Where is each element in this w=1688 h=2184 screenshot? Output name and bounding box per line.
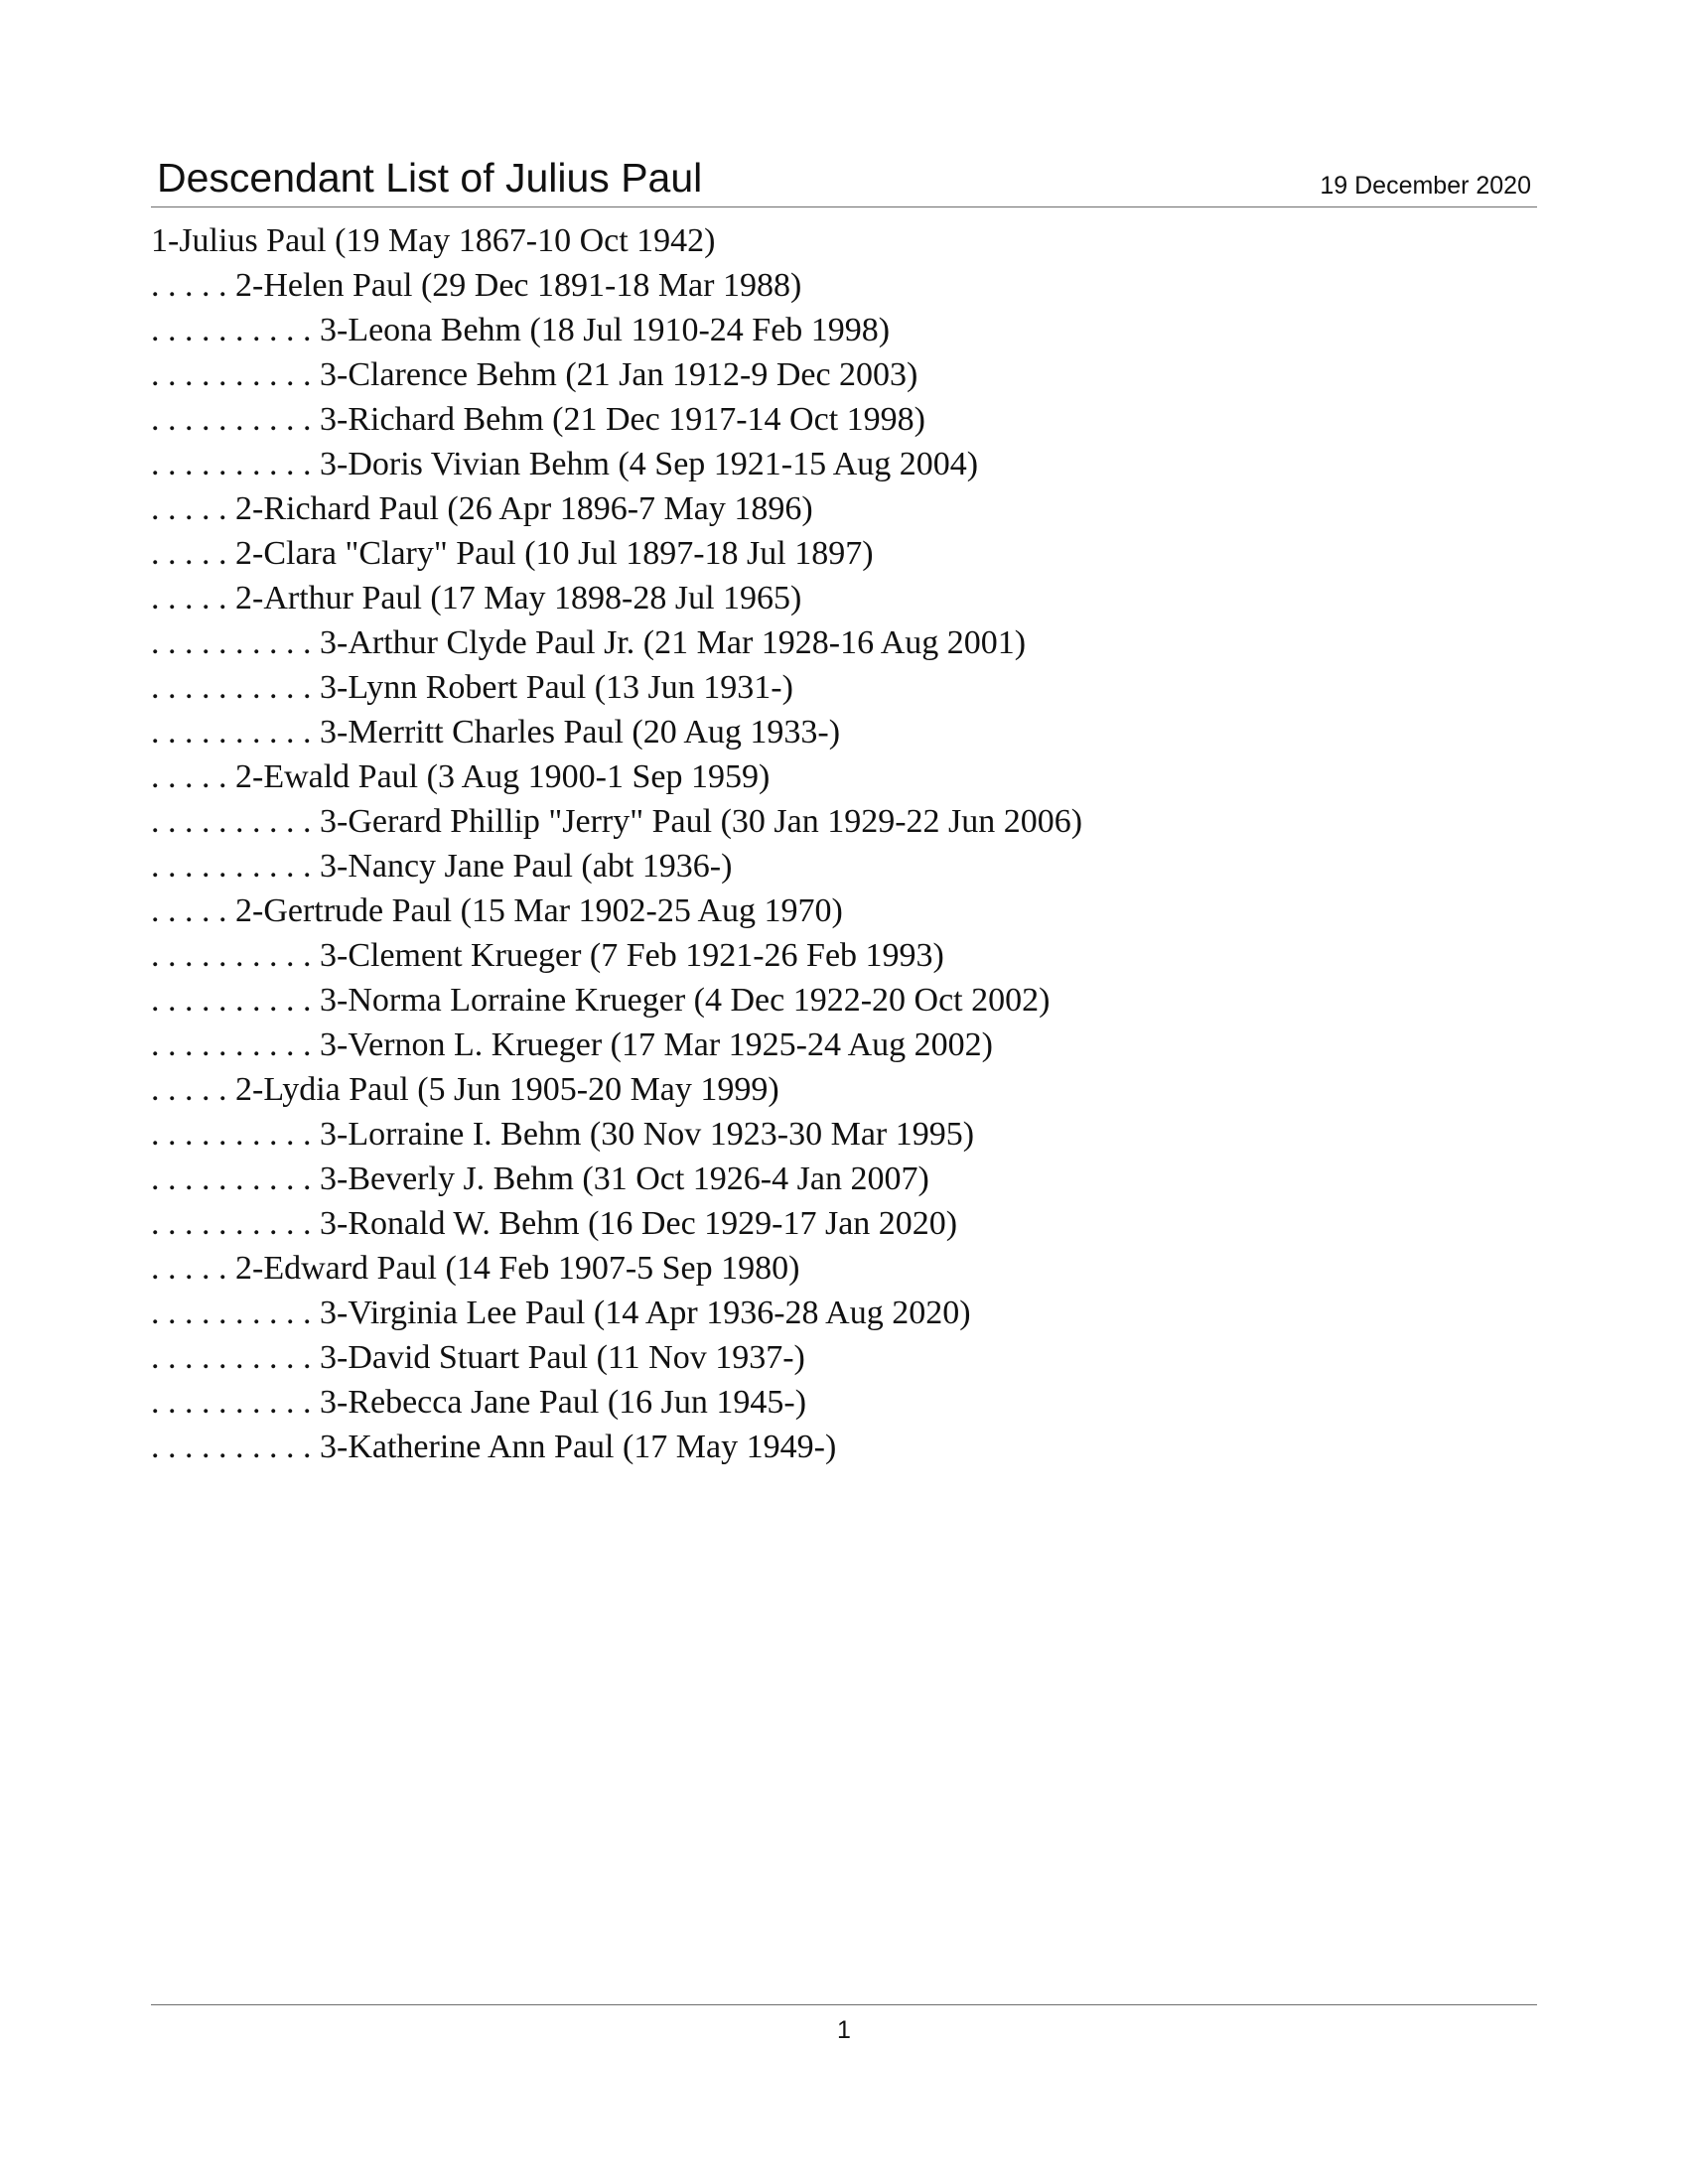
descendant-name-dates: 3-Rebecca Jane Paul (16 Jun 1945-): [320, 1384, 807, 1421]
indent-leader-dots: . . . . . . . . . .: [151, 1384, 320, 1421]
descendant-name-dates: 3-Clarence Behm (21 Jan 1912-9 Dec 2003): [320, 356, 918, 393]
descendant-entry-level-3: [151, 933, 1537, 978]
indent-leader-dots: . . . . . . . . . .: [151, 714, 320, 751]
descendant-name-dates: 3-Vernon L. Krueger (17 Mar 1925-24 Aug 2002): [320, 1026, 993, 1063]
descendant-entry-level-3: [151, 665, 1537, 710]
descendant-name-dates: 1-Julius Paul (19 May 1867-10 Oct 1942): [151, 222, 716, 259]
descendant-entry-level-2: [151, 1246, 1537, 1291]
descendant-name-dates: 3-Lorraine I. Behm (30 Nov 1923-30 Mar 1995): [320, 1116, 975, 1153]
descendant-entry-level-3: [151, 397, 1537, 442]
descendant-name-dates: 3-Nancy Jane Paul (abt 1936-): [320, 848, 733, 885]
descendant-entry-level-2: [151, 888, 1537, 933]
descendant-name-dates: 3-Richard Behm (21 Dec 1917-14 Oct 1998): [320, 401, 925, 438]
descendant-entry-level-3: [151, 978, 1537, 1023]
indent-leader-dots: . . . . . . . . . .: [151, 624, 320, 661]
descendant-entry-level-3: [151, 1112, 1537, 1157]
indent-leader-dots: . . . . .: [151, 1071, 235, 1108]
indent-leader-dots: . . . . .: [151, 267, 235, 304]
descendant-entry-level-3: [151, 352, 1537, 397]
indent-leader-dots: . . . . . . . . . .: [151, 1026, 320, 1063]
descendant-name-dates: 3-David Stuart Paul (11 Nov 1937-): [320, 1339, 805, 1376]
descendant-name-dates: 3-Arthur Clyde Paul Jr. (21 Mar 1928-16 Aug 2001): [320, 624, 1027, 661]
descendant-name-dates: 3-Clement Krueger (7 Feb 1921-26 Feb 1993): [320, 937, 944, 974]
descendant-name-dates: 2-Lydia Paul (5 Jun 1905-20 May 1999): [235, 1071, 779, 1108]
descendant-name-dates: 2-Arthur Paul (17 May 1898-28 Jul 1965): [235, 580, 802, 616]
descendant-entry-level-3: [151, 799, 1537, 844]
indent-leader-dots: . . . . . . . . . .: [151, 982, 320, 1019]
descendant-name-dates: 3-Ronald W. Behm (16 Dec 1929-17 Jan 2020): [320, 1205, 958, 1242]
descendant-name-dates: 3-Doris Vivian Behm (4 Sep 1921-15 Aug 2004): [320, 446, 979, 482]
descendant-entry-level-2: [151, 576, 1537, 620]
descendant-entry-level-3: [151, 442, 1537, 486]
descendant-entry-level-2: [151, 531, 1537, 576]
indent-leader-dots: . . . . . . . . . .: [151, 312, 320, 348]
page-title: Descendant List of Julius Paul: [157, 155, 703, 201]
descendant-entry-level-2: [151, 263, 1537, 308]
descendant-entry-level-3: [151, 1380, 1537, 1425]
descendant-name-dates: 3-Merritt Charles Paul (20 Aug 1933-): [320, 714, 841, 751]
descendant-name-dates: 2-Gertrude Paul (15 Mar 1902-25 Aug 1970): [235, 892, 843, 929]
descendant-name-dates: 2-Ewald Paul (3 Aug 1900-1 Sep 1959): [235, 758, 771, 795]
indent-leader-dots: . . . . . . . . . .: [151, 1429, 320, 1465]
descendant-name-dates: 3-Beverly J. Behm (31 Oct 1926-4 Jan 2007): [320, 1160, 929, 1197]
descendant-entry-level-3: [151, 1291, 1537, 1335]
indent-leader-dots: . . . . .: [151, 535, 235, 572]
page-header: [151, 149, 1537, 207]
descendant-name-dates: 3-Virginia Lee Paul (14 Apr 1936-28 Aug 2020): [320, 1295, 971, 1331]
descendant-entry-level-2: [151, 486, 1537, 531]
descendant-name-dates: 3-Gerard Phillip "Jerry" Paul (30 Jan 1929-22 Jun 2006): [320, 803, 1083, 840]
indent-leader-dots: . . . . . . . . . .: [151, 803, 320, 840]
descendant-entry-level-3: [151, 1425, 1537, 1469]
indent-leader-dots: . . . . . . . . . .: [151, 1160, 320, 1197]
descendant-entry-level-3: [151, 1157, 1537, 1201]
report-date: 19 December 2020: [1320, 172, 1531, 200]
descendant-list: [151, 218, 1537, 1469]
indent-leader-dots: . . . . .: [151, 758, 235, 795]
descendant-entry-level-3: [151, 1023, 1537, 1067]
descendant-name-dates: 2-Richard Paul (26 Apr 1896-7 May 1896): [235, 490, 813, 527]
descendant-entry-level-1: [151, 218, 1537, 263]
descendant-entry-level-3: [151, 308, 1537, 352]
indent-leader-dots: . . . . .: [151, 580, 235, 616]
indent-leader-dots: . . . . . . . . . .: [151, 1205, 320, 1242]
indent-leader-dots: . . . . .: [151, 490, 235, 527]
indent-leader-dots: . . . . . . . . . .: [151, 669, 320, 706]
indent-leader-dots: . . . . . . . . . .: [151, 1339, 320, 1376]
indent-leader-dots: . . . . . . . . . .: [151, 1116, 320, 1153]
indent-leader-dots: . . . . . . . . . .: [151, 1295, 320, 1331]
indent-leader-dots: . . . . . . . . . .: [151, 937, 320, 974]
indent-leader-dots: . . . . . . . . . .: [151, 446, 320, 482]
indent-leader-dots: . . . . .: [151, 1250, 235, 1287]
indent-leader-dots: . . . . . . . . . .: [151, 356, 320, 393]
page-number: 1: [837, 2016, 851, 2044]
descendant-entry-level-3: [151, 710, 1537, 754]
descendant-name-dates: 3-Katherine Ann Paul (17 May 1949-): [320, 1429, 837, 1465]
descendant-name-dates: 3-Leona Behm (18 Jul 1910-24 Feb 1998): [320, 312, 891, 348]
descendant-entry-level-2: [151, 1067, 1537, 1112]
footer-rule: [151, 2004, 1537, 2005]
indent-leader-dots: . . . . . . . . . .: [151, 848, 320, 885]
descendant-entry-level-3: [151, 844, 1537, 888]
indent-leader-dots: . . . . .: [151, 892, 235, 929]
indent-leader-dots: . . . . . . . . . .: [151, 401, 320, 438]
descendant-name-dates: 2-Helen Paul (29 Dec 1891-18 Mar 1988): [235, 267, 802, 304]
descendant-name-dates: 3-Lynn Robert Paul (13 Jun 1931-): [320, 669, 793, 706]
descendant-name-dates: 2-Edward Paul (14 Feb 1907-5 Sep 1980): [235, 1250, 800, 1287]
descendant-entry-level-2: [151, 754, 1537, 799]
descendant-entry-level-3: [151, 1201, 1537, 1246]
descendant-entry-level-3: [151, 620, 1537, 665]
descendant-name-dates: 2-Clara "Clary" Paul (10 Jul 1897-18 Jul 1897): [235, 535, 874, 572]
descendant-entry-level-3: [151, 1335, 1537, 1380]
descendant-name-dates: 3-Norma Lorraine Krueger (4 Dec 1922-20 Oct 2002): [320, 982, 1051, 1019]
